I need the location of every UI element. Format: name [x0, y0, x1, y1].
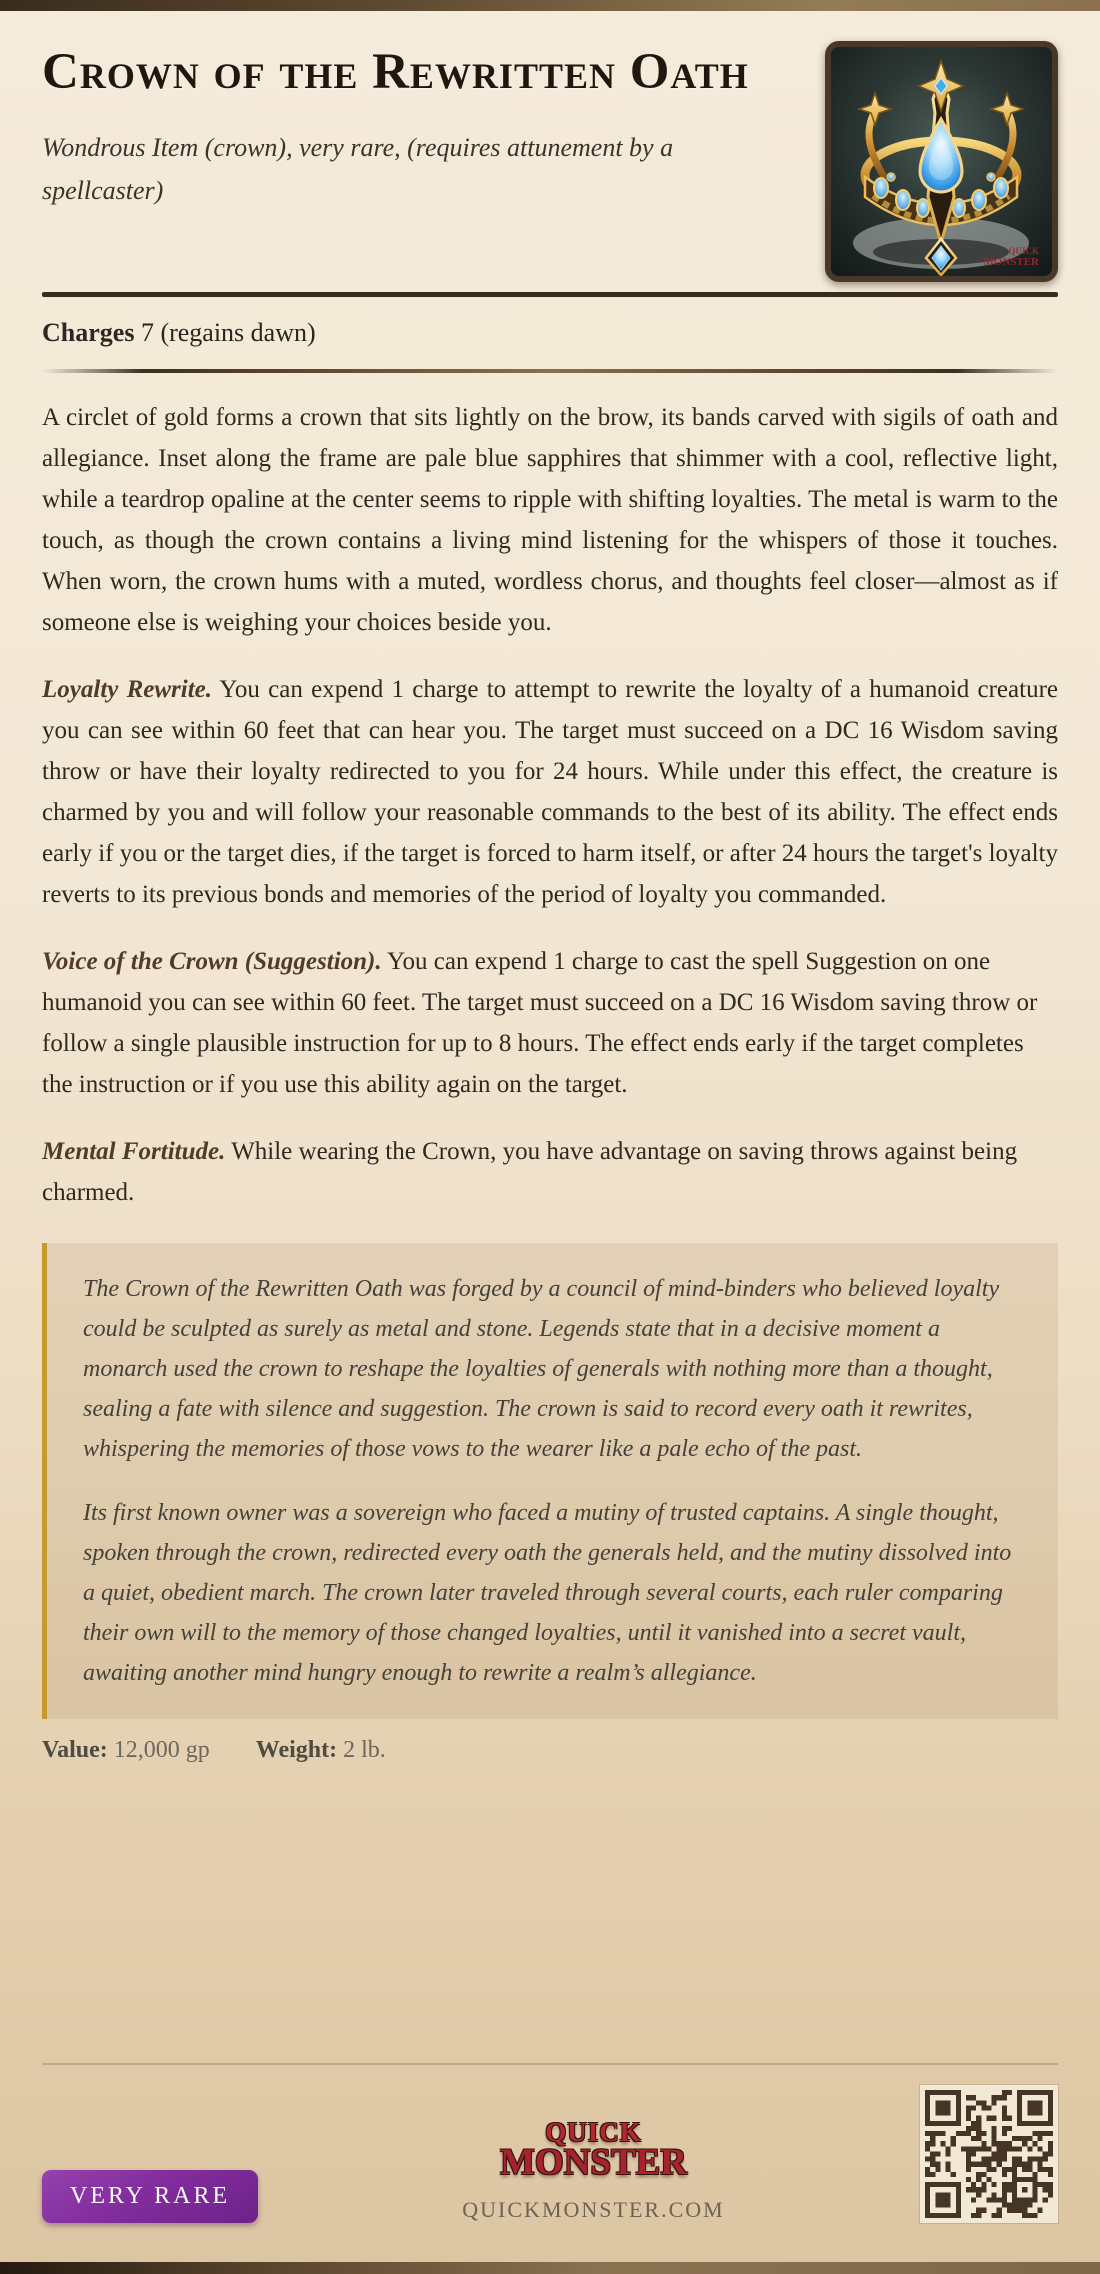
- crown-illustration: [831, 47, 1052, 276]
- ability-loyalty-rewrite: [42, 669, 1058, 915]
- ability-name: Mental Fortitude.: [42, 1138, 226, 1165]
- lore-box: [42, 1243, 1058, 1719]
- ability-text: You can expend 1 charge to cast the spell Suggestion on one humanoid you can see within 60 feet. The target must succeed on a DC 16 Wisdom saving throw or follow a single plausible instruction for up to 8 hours. The effect ends early if the target completes the instruction or if you use this ability again on the target.: [42, 948, 1038, 1098]
- top-border-bar: [0, 0, 1100, 11]
- quickmonster-logo: [267, 2117, 920, 2223]
- item-type-subtitle: Wondrous Item (crown), very rare, (requires attunement by a spellcaster): [42, 133, 674, 206]
- page-title: Crown of the Rewritten Oath: [42, 44, 749, 100]
- artwork-watermark-line2: MONSTER: [983, 256, 1039, 268]
- value-weight-row: [42, 1737, 1058, 1764]
- bottom-border-bar: [0, 2262, 1100, 2274]
- lore-paragraph-1: The Crown of the Rewritten Oath was forged by a council of mind-binders who believed loyalty could be sculpted as surely as metal and stone. Legends state that in a decisive moment a monarch used the crown to reshape the loyalties of generals with nothing more than a thought, sealing a fate with silence and suggestion. The crown is said to record every oath it rewrites, whispering the memories of those vows to the wearer like a pale echo of the past.: [83, 1276, 1000, 1462]
- rarity-badge: VERY RARE: [42, 2170, 258, 2223]
- charges-label: Charges: [42, 318, 135, 347]
- item-description: A circlet of gold forms a crown that sits lightly on the brow, its bands carved with sigils of oath and allegiance. Inset along the frame are pale blue sapphires that shimmer with a cool, reflective light, while a teardrop opaline at the center seems to ripple with shifting loyalties. The metal is warm to the touch, as though the crown contains a living mind listening for the whispers of those it touches. When worn, the crown hums with a muted, wordless chorus, and thoughts feel closer—almost as if someone else is weighing your choices beside you.: [42, 404, 1058, 636]
- ability-name: Voice of the Crown (Suggestion).: [42, 948, 382, 975]
- footer: [0, 2063, 1100, 2262]
- value-amount: 12,000 gp: [113, 1737, 210, 1763]
- weight-amount: 2 lb.: [343, 1737, 386, 1763]
- divider-charges: [42, 369, 1058, 373]
- charges-value: 7 (regains dawn): [140, 318, 316, 347]
- ability-voice-of-the-crown: [42, 941, 1058, 1105]
- ability-text: While wearing the Crown, you have advantage on saving throws against being charmed.: [42, 1138, 1018, 1206]
- lore-paragraph-2: Its first known owner was a sovereign who faced a mutiny of trusted captains. A single thought, spoken through the crown, redirected every oath the generals held, and the mutiny dissolved into a quiet, obedient march. The crown later traveled through several courts, each ruler comparing their own will to the memory of those changed loyalties, until it vanished into a secret vault, awaiting another mind hungry enough to rewrite a realm’s allegiance.: [83, 1500, 1012, 1686]
- artwork-watermark-line1: QUICK: [1008, 246, 1039, 256]
- qr-code: [920, 2085, 1058, 2223]
- weight-label: Weight:: [255, 1737, 338, 1763]
- charges-row: [42, 318, 1058, 348]
- ability-text: You can expend 1 charge to attempt to rewrite the loyalty of a humanoid creature you can see within 60 feet that can hear you. The target must succeed on a DC 16 Wisdom saving throw or have their loyalty redirected to you for 24 hours. While under this effect, the creature is charmed by you and will follow your reasonable commands to the best of its ability. The effect ends early if you or the target dies, if the target is forced to harm itself, or after 24 hours the target's loyalty reverts to its previous bonds and memories of the period of loyalty you commanded.: [42, 676, 1059, 908]
- value-label: Value:: [42, 1737, 108, 1763]
- ability-mental-fortitude: [42, 1131, 1058, 1213]
- divider-top: [42, 292, 1058, 297]
- item-card: [0, 41, 1100, 1764]
- item-artwork: [825, 41, 1058, 282]
- logo-text-quick: QUICK: [545, 2117, 642, 2148]
- logo-text-monster: MONSTER: [499, 2142, 688, 2183]
- ability-name: Loyalty Rewrite.: [42, 676, 213, 703]
- website-url: QUICKMONSTER.COM: [462, 2197, 725, 2222]
- header: [42, 41, 1058, 282]
